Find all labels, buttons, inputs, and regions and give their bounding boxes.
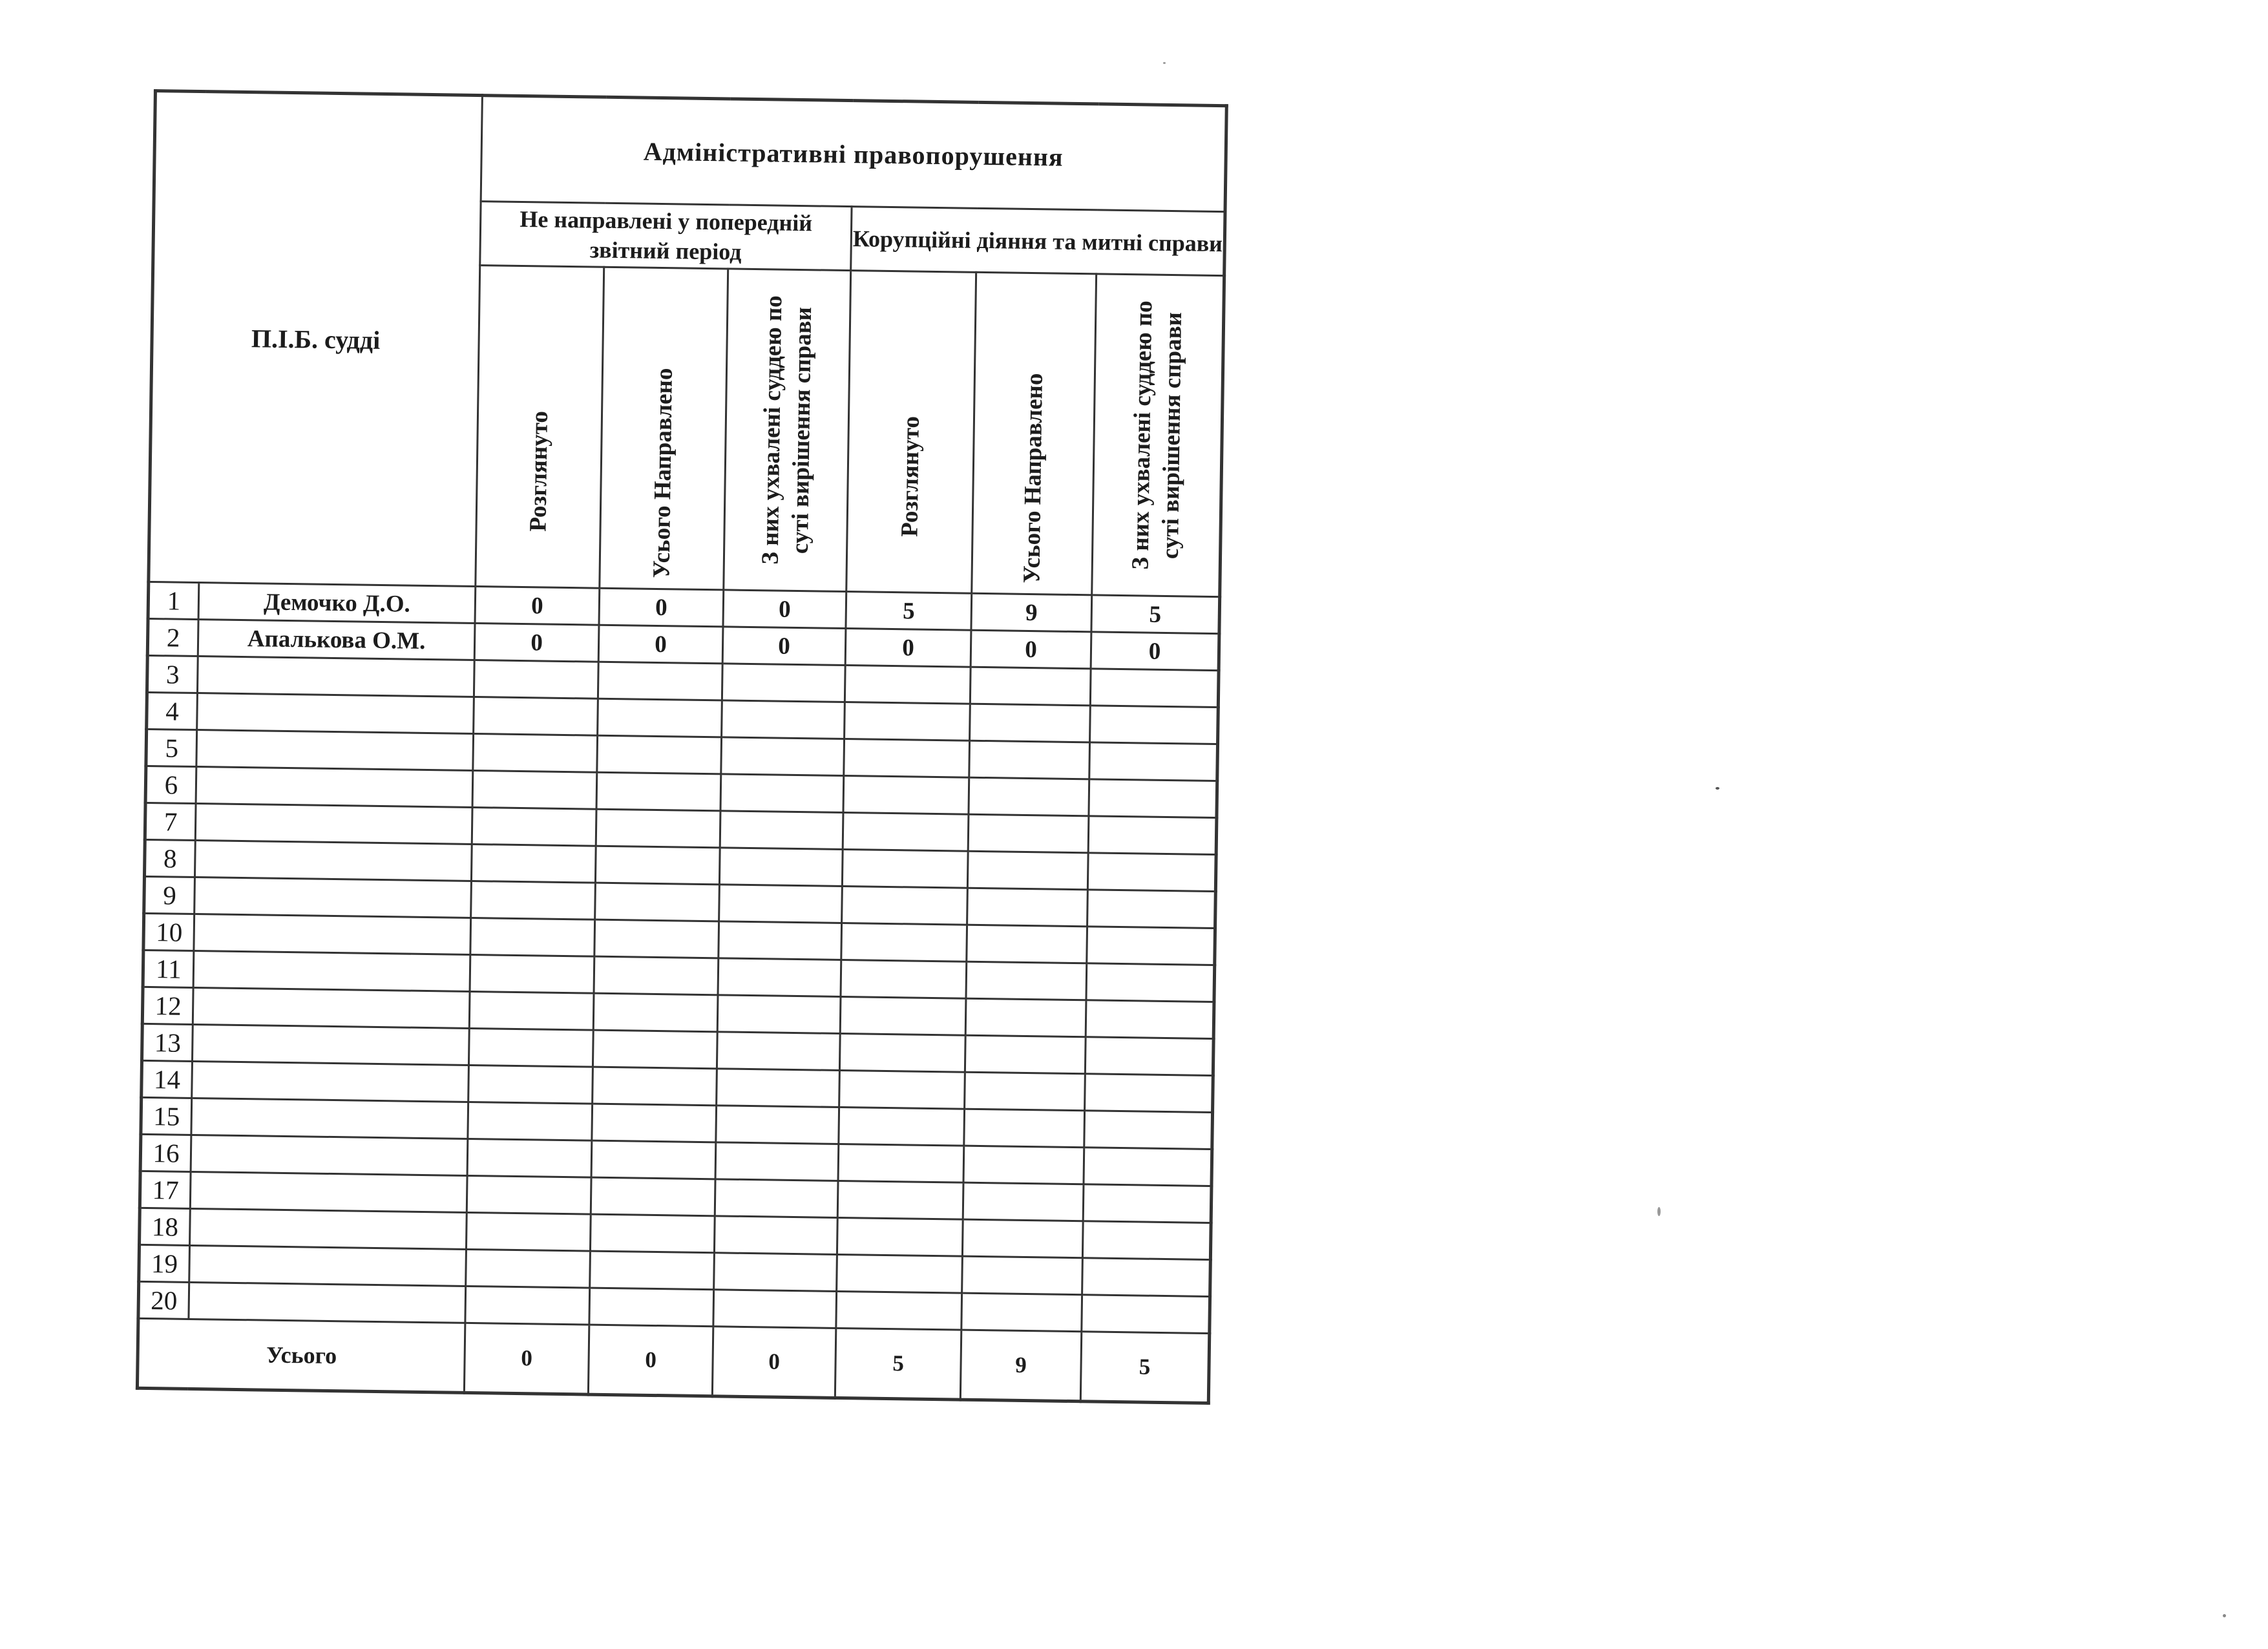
- scan-speck: [1657, 1207, 1661, 1216]
- judge-name-cell: Апалькова О.М.: [198, 620, 475, 660]
- value-cell: [965, 1072, 1086, 1111]
- row-number: 6: [145, 766, 196, 803]
- group2-title: Корупційні діяння та митні справи: [851, 207, 1225, 276]
- value-cell: [961, 1293, 1082, 1332]
- judge-name-header: П.І.Б. судді: [149, 91, 483, 587]
- value-cell: [842, 850, 968, 888]
- value-cell: [597, 735, 722, 774]
- value-cell: [465, 1286, 590, 1325]
- row-number: 12: [142, 987, 193, 1024]
- value-cell: [722, 664, 845, 702]
- value-cell: [590, 1251, 715, 1290]
- value-cell: [970, 704, 1091, 742]
- report-table: [136, 89, 1228, 1405]
- judge-name-cell: [196, 767, 473, 808]
- judge-name-cell: [194, 914, 471, 954]
- value-cell: [1082, 1221, 1211, 1260]
- value-cell: [714, 1216, 837, 1255]
- value-cell: 0: [722, 627, 846, 666]
- col-header-considered-1: [476, 266, 604, 589]
- value-cell: [843, 776, 969, 815]
- row-number: 16: [140, 1134, 191, 1171]
- value-cell: [466, 1249, 591, 1288]
- judge-name-cell: [191, 1135, 468, 1175]
- value-cell: [1084, 1148, 1212, 1186]
- value-cell: [962, 1219, 1083, 1258]
- total-label: Усього: [137, 1318, 465, 1392]
- value-cell: 0: [475, 587, 600, 625]
- value-cell: [836, 1291, 962, 1330]
- col-approved-label: З них ухвалені суддею по суті вирішення справи: [1127, 300, 1188, 570]
- value-cell: 0: [599, 588, 724, 627]
- row-number: 10: [143, 913, 194, 951]
- value-cell: [837, 1254, 963, 1293]
- value-cell: [1085, 1074, 1213, 1113]
- value-cell: [841, 923, 967, 961]
- col-header-approved-1: [724, 269, 851, 592]
- row-number: 17: [140, 1171, 191, 1208]
- judge-name-cell: [191, 1098, 468, 1139]
- value-cell: [719, 921, 842, 960]
- value-cell: [962, 1256, 1083, 1295]
- judge-name-cell: [197, 693, 474, 734]
- value-cell: [719, 885, 843, 923]
- value-cell: [716, 1106, 839, 1144]
- value-cell: [969, 740, 1090, 779]
- value-cell: [590, 1214, 715, 1253]
- value-cell: [474, 660, 598, 699]
- value-cell: [1082, 1258, 1211, 1297]
- total-value-cell: 9: [960, 1330, 1081, 1402]
- value-cell: [845, 702, 971, 741]
- value-cell: [472, 770, 597, 809]
- value-cell: [466, 1212, 591, 1251]
- judge-name-cell: [195, 804, 472, 845]
- value-cell: [966, 961, 1087, 1000]
- value-cell: [468, 1102, 593, 1140]
- value-cell: [467, 1175, 591, 1214]
- value-cell: [717, 1069, 840, 1108]
- value-cell: 5: [1091, 595, 1220, 634]
- value-cell: [717, 995, 841, 1034]
- value-cell: [470, 918, 595, 956]
- value-cell: [594, 919, 719, 958]
- value-cell: [591, 1177, 715, 1216]
- value-cell: 0: [845, 629, 971, 667]
- value-cell: [719, 848, 843, 887]
- value-cell: [715, 1142, 839, 1181]
- value-cell: [1090, 706, 1219, 744]
- value-cell: [591, 1140, 716, 1179]
- value-cell: [964, 1109, 1085, 1148]
- value-cell: [713, 1290, 837, 1329]
- group1-title: Не направлені у попередній звітний період: [480, 202, 852, 271]
- total-value-cell: 0: [588, 1325, 713, 1396]
- row-number: 11: [143, 950, 194, 987]
- value-cell: [841, 960, 967, 998]
- value-cell: [838, 1144, 964, 1182]
- value-cell: [598, 662, 722, 700]
- value-cell: [839, 1033, 965, 1072]
- value-cell: [468, 1028, 593, 1067]
- value-cell: [468, 1065, 593, 1104]
- row-number: 4: [147, 692, 198, 730]
- value-cell: 0: [474, 624, 599, 662]
- value-cell: [837, 1181, 963, 1219]
- value-cell: [722, 700, 845, 739]
- judge-name-cell: [193, 951, 470, 991]
- col-total-sent-label: Усього Направлено: [1018, 373, 1048, 583]
- value-cell: [967, 851, 1088, 890]
- value-cell: [718, 958, 841, 997]
- value-cell: [842, 886, 968, 925]
- col-header-total-sent-1: [600, 267, 728, 590]
- row-number: 13: [142, 1024, 193, 1061]
- judge-name-cell: [194, 877, 472, 918]
- value-cell: [720, 811, 843, 850]
- value-cell: [1083, 1184, 1212, 1223]
- value-cell: [837, 1217, 963, 1256]
- value-cell: [1090, 669, 1219, 708]
- value-cell: [473, 734, 598, 773]
- row-number: 2: [147, 618, 198, 656]
- judge-name-cell: [190, 1171, 467, 1212]
- value-cell: [1088, 816, 1217, 855]
- value-cell: [589, 1288, 714, 1327]
- value-cell: 0: [1091, 632, 1219, 671]
- value-cell: 0: [971, 630, 1091, 669]
- value-cell: 0: [598, 625, 723, 664]
- col-header-approved-2: [1092, 274, 1224, 597]
- value-cell: [593, 1067, 717, 1106]
- value-cell: [596, 809, 720, 848]
- value-cell: [1085, 1037, 1213, 1076]
- row-number: 15: [141, 1097, 192, 1135]
- value-cell: [1086, 1000, 1214, 1039]
- main-title: Адміністративні правопорушення: [481, 96, 1226, 212]
- total-value-cell: 0: [712, 1327, 835, 1398]
- col-header-total-sent-2: [972, 272, 1097, 595]
- total-value-cell: 0: [464, 1323, 589, 1394]
- judge-name-cell: [193, 987, 470, 1028]
- col-approved-label: З них ухвалені суддею по суті вирішення справи: [757, 295, 817, 565]
- value-cell: [593, 1030, 717, 1069]
- value-cell: [1089, 742, 1218, 781]
- scan-speck: [1716, 787, 1719, 790]
- judge-name-cell: [194, 841, 472, 881]
- value-cell: [592, 1104, 717, 1142]
- value-cell: [967, 888, 1088, 927]
- row-number: 20: [138, 1281, 189, 1319]
- value-cell: [1087, 927, 1215, 965]
- value-cell: [965, 1035, 1086, 1074]
- value-cell: [469, 991, 594, 1030]
- judge-name-cell: [190, 1208, 467, 1249]
- value-cell: [714, 1253, 837, 1292]
- value-cell: [715, 1179, 838, 1218]
- row-number: 7: [145, 803, 196, 840]
- value-cell: [598, 698, 722, 737]
- col-total-sent-label: Усього Направлено: [647, 368, 678, 578]
- value-cell: [839, 1107, 965, 1146]
- value-cell: [844, 739, 970, 778]
- value-cell: [717, 1032, 840, 1071]
- value-cell: [840, 996, 966, 1035]
- row-number: 8: [144, 839, 195, 877]
- value-cell: [470, 954, 594, 993]
- value-cell: 9: [971, 593, 1092, 632]
- value-cell: 0: [723, 590, 846, 629]
- scan-speck: [1163, 62, 1166, 64]
- value-cell: [845, 666, 971, 704]
- report-sheet: [136, 89, 1225, 1422]
- judge-name-cell: [196, 730, 474, 771]
- total-value-cell: 5: [1080, 1332, 1210, 1403]
- value-cell: [963, 1182, 1084, 1221]
- value-cell: [1086, 963, 1215, 1002]
- total-row: [137, 1318, 1209, 1403]
- value-cell: [595, 883, 720, 921]
- row-number: 9: [144, 876, 195, 914]
- value-cell: [1087, 853, 1216, 892]
- value-cell: [593, 993, 718, 1032]
- value-cell: [467, 1139, 592, 1177]
- row-number: 5: [146, 729, 197, 766]
- value-cell: [968, 814, 1089, 853]
- value-cell: [1089, 779, 1217, 818]
- total-value-cell: 5: [835, 1328, 961, 1400]
- value-cell: [721, 737, 845, 776]
- row-number: 14: [142, 1060, 193, 1098]
- judge-name-cell: [189, 1282, 466, 1323]
- value-cell: [1087, 890, 1216, 929]
- col-header-considered-2: [846, 271, 976, 594]
- row-number: 19: [139, 1245, 190, 1282]
- value-cell: [471, 881, 596, 919]
- value-cell: [839, 1070, 965, 1109]
- col-considered-label: Розглянуто: [524, 410, 553, 532]
- judge-name-cell: [189, 1245, 467, 1286]
- value-cell: 5: [846, 592, 972, 631]
- row-number: 3: [147, 655, 198, 693]
- value-cell: [1084, 1111, 1213, 1150]
- value-cell: [471, 844, 596, 883]
- col-considered-label: Розглянуто: [896, 415, 925, 538]
- value-cell: [472, 807, 596, 846]
- row-number: 1: [148, 582, 199, 619]
- judge-name-cell: [193, 1024, 470, 1065]
- judge-name-cell: [192, 1061, 469, 1102]
- scan-speck: [2223, 1614, 2226, 1617]
- judge-name-cell: [197, 656, 474, 697]
- value-cell: [595, 846, 720, 885]
- value-cell: [1082, 1295, 1210, 1334]
- judge-name-cell: Демочко Д.О.: [198, 583, 476, 624]
- value-cell: [594, 956, 719, 995]
- value-cell: [970, 667, 1091, 706]
- value-cell: [720, 774, 844, 813]
- value-cell: [474, 697, 598, 736]
- value-cell: [965, 998, 1086, 1037]
- value-cell: [963, 1146, 1084, 1184]
- value-cell: [596, 772, 721, 811]
- value-cell: [967, 925, 1087, 963]
- value-cell: [969, 777, 1089, 816]
- row-number: 18: [140, 1208, 191, 1245]
- value-cell: [843, 813, 969, 852]
